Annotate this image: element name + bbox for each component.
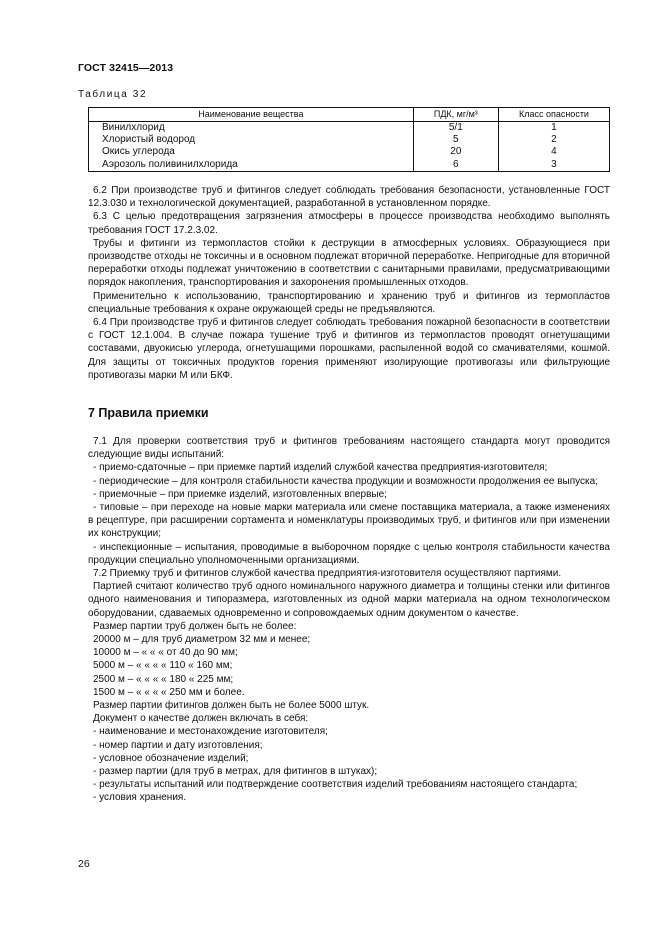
paragraph: 7.1 Для проверки соответствия труб и фитингов требованиям настоящего стандарта могут проводится следующие виды испытаний: [88,436,610,461]
section-7-text [88,435,610,805]
cell-substance: Аэрозоль поливинилхлорида [89,159,414,172]
table-row [89,122,610,135]
column-header-substance: Наименование вещества [89,108,414,122]
cell-substance: Хлористый водород [89,134,414,146]
list-item: - инспекционные – испытания, проводимые в выборочном порядке с целью контроля стабильности качества продукции специально уполномоченными организациями. [88,541,610,566]
list-item: - условное обозначение изделий; [93,752,249,764]
list-item: - размер партии (для труб в метрах, для фитингов в штуках); [93,766,378,778]
table-row [89,159,610,172]
cell-hazard-class: 1 [498,122,609,135]
list-item: - приемо-сдаточные – при приемке партий изделий службой качества предприятия-изготовителя; [93,462,548,474]
list-item: - результаты испытаний или подтверждение соответствия изделий требованиям настоящего стандарта; [93,779,578,791]
paragraph: 6.4 При производстве труб и фитингов следует соблюдать требования пожарной безопасности в соответствии с ГОСТ 12.1.004. В случае пожара тушение труб и фитингов из термопластов проводят огнетушащими составами, двуокисью углерода, огнетушащими порошками, распыленной водой со смачивателями, кошмой. Для защиты от токсичных продуктов горения применяют изолирующие противогазы или фильтрующие противогазы марки М или БКФ. [88,317,610,381]
paragraph: 6.3 С целью предотвращения загрязнения атмосферы в процессе производства необходимо выполнять требования ГОСТ 17.2.3.02. [88,211,610,236]
cell-hazard-class: 3 [498,159,609,172]
list-item: 20000 м – для труб диаметром 32 мм и менее; [93,634,311,646]
page-number: 26 [78,858,90,870]
paragraph: Трубы и фитинги из термопластов стойки к деструкции в атмосферных условиях. Образующиеся при производстве отходы не токсичны и в основном подлежат вторичной переработке. Непригодные для вторичной переработки отходы подлежат уничтожению в соответствии с санитарными правилами, предусматривающими порядок накопления, транспортирования и захоронения промышленных отходов. [88,237,610,289]
section-title: 7 Правила приемки [88,406,209,420]
list-item: - наименование и местонахождение изготовителя; [93,726,328,738]
paragraph: Документ о качестве должен включать в себя: [93,713,309,725]
paragraph: Размер партии фитингов должен быть не более 5000 штук. [93,700,370,712]
list-item: 2500 м – « « « « 180 « 225 мм; [93,673,234,685]
table-row [89,134,610,146]
list-item: 1500 м – « « « « 250 мм и более. [93,686,245,698]
column-header-hazard-class: Класс опасности [498,108,609,122]
list-item: - номер партии и дату изготовления; [93,739,263,751]
paragraph: Партией считают количество труб одного номинального наружного диаметра и толщины стенки или фитингов одного наименования и типоразмера, изготовленных из одной марки материала на одном технологическом оборудовании, сдаваемых одновременно и сопровождаемых одним документом о качестве. [88,581,610,619]
table-row [89,146,610,158]
cell-pdk: 20 [413,146,498,158]
table-header-row [89,108,610,122]
substances-table [88,107,610,172]
list-item: - приемочные – при приемке изделий, изготовленных впервые; [93,488,387,500]
cell-hazard-class: 2 [498,134,609,146]
table-caption: Таблица 32 [78,89,148,100]
cell-pdk: 6 [413,159,498,172]
section-6-text [88,184,610,382]
list-item: - периодические – для контроля стабильности качества продукции и возможности продолжения ее выпуска; [93,475,598,487]
cell-substance: Винилхлорид [89,122,414,135]
paragraph: 7.2 Приемку труб и фитингов службой качества предприятия-изготовителя осуществляют партиями. [93,568,562,580]
document-header: ГОСТ 32415—2013 [78,62,174,74]
paragraph: Применительно к использованию, транспортированию и хранению труб и фитингов из термопластов специальные требования к охране окружающей среды не предъявляются. [88,290,610,315]
cell-substance: Окись углерода [89,146,414,158]
paragraph: Размер партии труб должен быть не более: [93,620,297,632]
column-header-pdk: ПДК, мг/м³ [413,108,498,122]
list-item: - условия хранения. [93,792,187,804]
paragraph: 6.2 При производстве труб и фитингов следует соблюдать требования безопасности, установленные ГОСТ 12.3.030 и технологической документацией, разработанной в установленном порядке. [88,185,610,210]
list-item: 5000 м – « « « « 110 « 160 мм; [93,660,233,672]
list-item: - типовые – при переходе на новые марки материала или смене поставщика материала, а также изменениях в рецептуре, при расширении сортамента и номенклатуры производимых труб, и фитингов или при изменении их конструкции; [88,502,610,540]
cell-hazard-class: 4 [498,146,609,158]
list-item: 10000 м – « « « от 40 до 90 мм; [93,647,238,659]
cell-pdk: 5/1 [413,122,498,135]
cell-pdk: 5 [413,134,498,146]
